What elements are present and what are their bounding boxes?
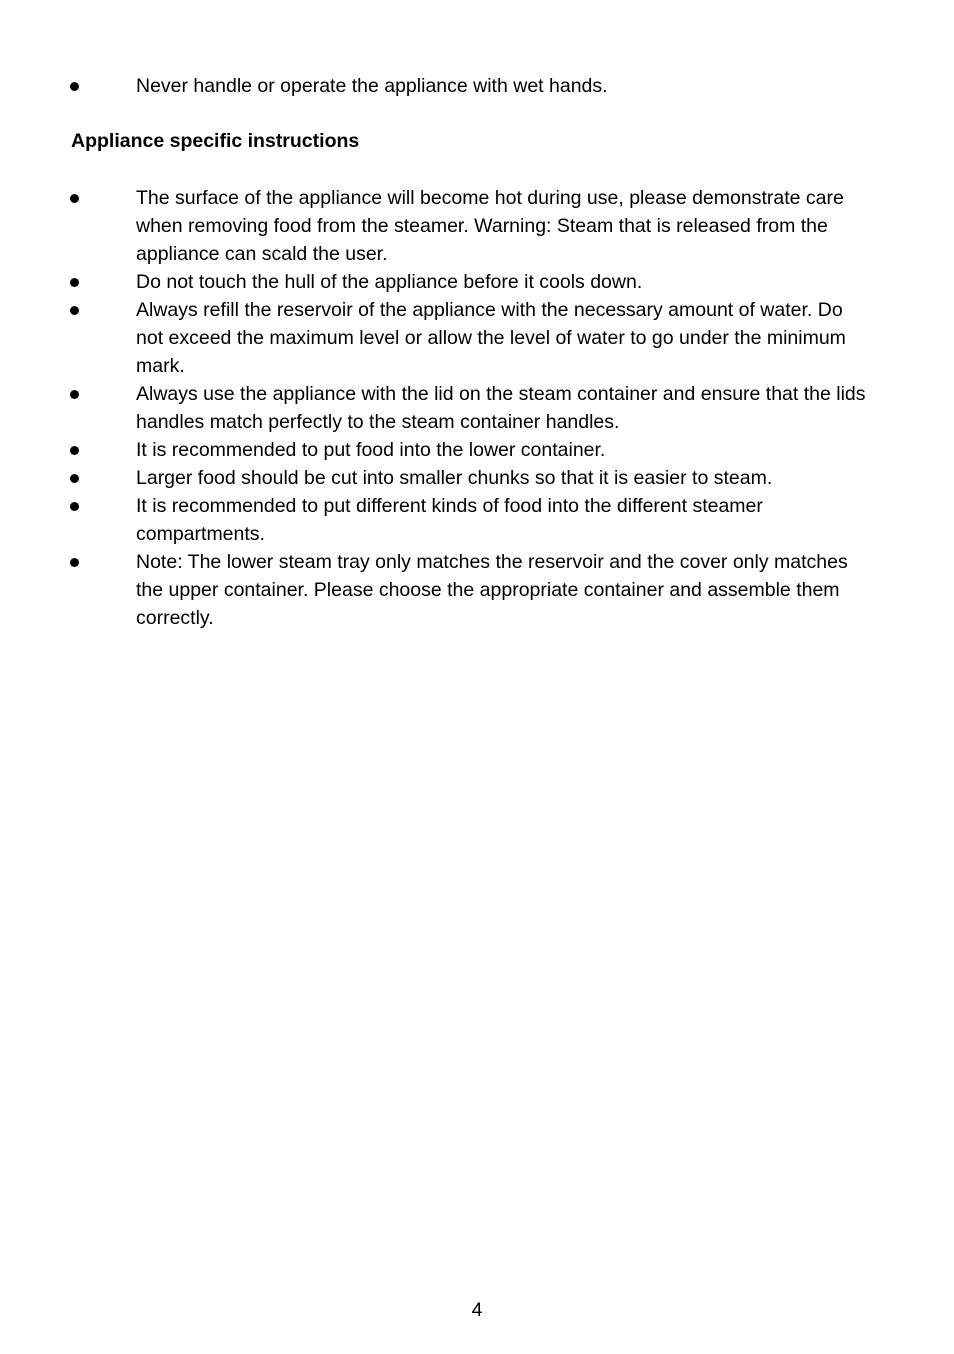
- list-item: [0, 548, 954, 632]
- list-item-text: Never handle or operate the appliance with wet hands.: [136, 75, 608, 97]
- list-item-text: It is recommended to put food into the lower container.: [136, 439, 606, 461]
- list-item: [0, 380, 954, 436]
- list-item: [0, 268, 954, 296]
- list-item: [0, 184, 954, 268]
- intro-bullet-list: [0, 72, 954, 100]
- bullet-icon: [70, 194, 79, 203]
- list-item-text: Do not touch the hull of the appliance before it cools down.: [136, 271, 643, 293]
- bullet-icon: [70, 82, 79, 91]
- bullet-icon: [70, 306, 79, 315]
- bullet-icon: [70, 390, 79, 399]
- list-item-text: It is recommended to put different kinds of food into the different steamer compartments.: [136, 495, 763, 545]
- list-item: [0, 492, 954, 548]
- list-item-text: Always refill the reservoir of the appliance with the necessary amount of water. Do not exceed the maximum level or allow the level of water to go under the minimum mark.: [136, 299, 846, 377]
- instructions-bullet-list: [0, 184, 954, 632]
- list-item-text: Larger food should be cut into smaller chunks so that it is easier to steam.: [136, 467, 773, 489]
- section-heading: Appliance specific instructions: [71, 130, 360, 152]
- list-item: [0, 464, 954, 492]
- page-number: 4: [471, 1299, 483, 1321]
- bullet-icon: [70, 446, 79, 455]
- list-item: [0, 436, 954, 464]
- list-item-text: The surface of the appliance will become hot during use, please demonstrate care when removing food from the steamer. Warning: Steam that is released from the appliance can scald the user.: [136, 187, 844, 265]
- bullet-icon: [70, 474, 79, 483]
- bullet-icon: [70, 278, 79, 287]
- bullet-icon: [70, 558, 79, 567]
- list-item: [0, 72, 954, 100]
- list-item-text: Note: The lower steam tray only matches the reservoir and the cover only matches the upper container. Please choose the appropriate container and assemble them correctly.: [136, 551, 848, 629]
- list-item: [0, 296, 954, 380]
- list-item-text: Always use the appliance with the lid on the steam container and ensure that the lids handles match perfectly to the steam container handles.: [136, 383, 866, 433]
- bullet-icon: [70, 502, 79, 511]
